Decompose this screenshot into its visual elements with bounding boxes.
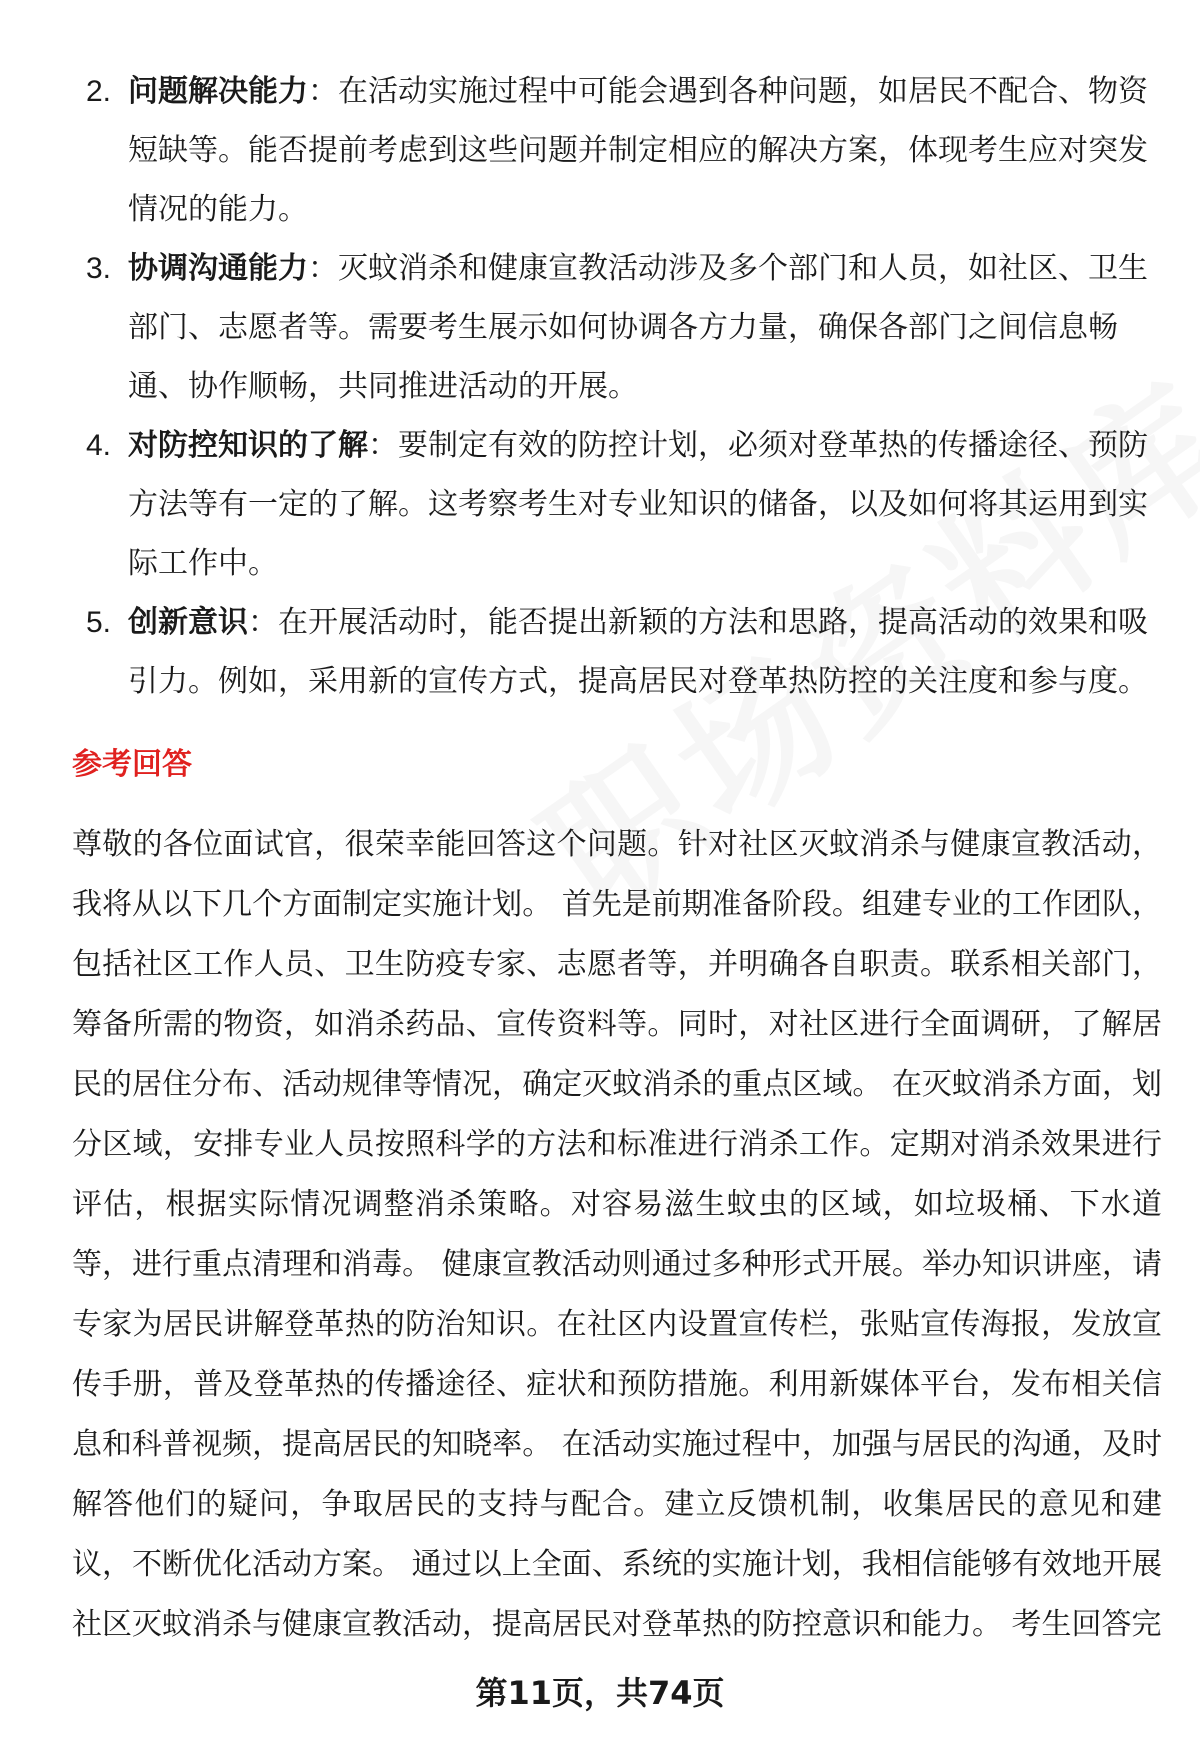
page-number-footer: 第11页，共74页: [475, 1674, 725, 1712]
list-item-number: 3.: [86, 252, 112, 285]
list-item-separator: ：: [308, 74, 338, 109]
list-item-text: 要制定有效的防控计划，必须对登革热的传播途径、预防方法等有一定的了解。这考察考生对专业知识的储备，以及如何将其运用到实际工作中。: [128, 428, 1148, 581]
list-item-number: 5.: [86, 606, 112, 639]
list-item-separator: ：: [368, 428, 398, 463]
list-item: [72, 593, 1152, 711]
list-item: [72, 239, 1152, 416]
list-item-text: 在活动实施过程中可能会遇到各种问题，如居民不配合、物资短缺等。能否提前考虑到这些问题并制定相应的解决方案，体现考生应对突发情况的能力。: [128, 74, 1148, 227]
list-item-term: 创新意识: [128, 605, 248, 640]
list-item-text: 灭蚊消杀和健康宣教活动涉及多个部门和人员，如社区、卫生部门、志愿者等。需要考生展示如何协调各方力量，确保各部门之间信息畅通、协作顺畅，共同推进活动的开展。: [128, 251, 1148, 404]
list-item-term: 协调沟通能力: [128, 251, 308, 286]
list-item-term: 问题解决能力: [128, 74, 308, 109]
section-heading-reference-answer: 参考回答: [72, 747, 192, 782]
list-item-separator: ：: [308, 251, 338, 286]
list-item-separator: ：: [248, 605, 278, 640]
list-item-number: 2.: [86, 75, 112, 108]
list-item: [72, 416, 1152, 593]
list-item-term: 对防控知识的了解: [128, 428, 368, 463]
list-item-text: 在开展活动时，能否提出新颖的方法和思路，提高活动的效果和吸引力。例如，采用新的宣传方式，提高居民对登革热防控的关注度和参与度。: [128, 605, 1148, 699]
list-item: [72, 62, 1152, 239]
list-item-number: 4.: [86, 429, 112, 462]
reference-answer-paragraph: 尊敬的各位面试官，很荣幸能回答这个问题。针对社区灭蚊消杀与健康宣教活动，我将从以下几个方面制定实施计划。 首先是前期准备阶段。组建专业的工作团队，包括社区工作人员、卫生防疫专家、志愿者等，并明确各自职责。联系相关部门，筹备所需的物资，如消杀药品、宣传资料等。同时，对社区进行全面调研，了解居民的居住分布、活动规律等情况，确定灭蚊消杀的重点区域。 在灭蚊消杀方面，划分区域，安排专业人员按照科学的方法和标准进行消杀工作。定期对消杀效果进行评估，根据实际情况调整消杀策略。对容易滋生蚊虫的区域，如垃圾桶、下水道等，进行重点清理和消毒。 健康宣教活动则通过多种形式开展。举办知识讲座，请专家为居民讲解登革热的防治知识。在社区内设置宣传栏，张贴宣传海报，发放宣传手册，普及登革热的传播途径、症状和预防措施。利用新媒体平台，发布相关信息和科普视频，提高居民的知晓率。 在活动实施过程中，加强与居民的沟通，及时解答他们的疑问，争取居民的支持与配合。建立反馈机制，收集居民的意见和建议，不断优化活动方案。 通过以上全面、系统的实施计划，我相信能够有效地开展社区灭蚊消杀与健康宣教活动，提高居民对登革热的防控意识和能力。 考生回答完: [72, 827, 1162, 1642]
evaluation-criteria-list: [72, 62, 1152, 711]
